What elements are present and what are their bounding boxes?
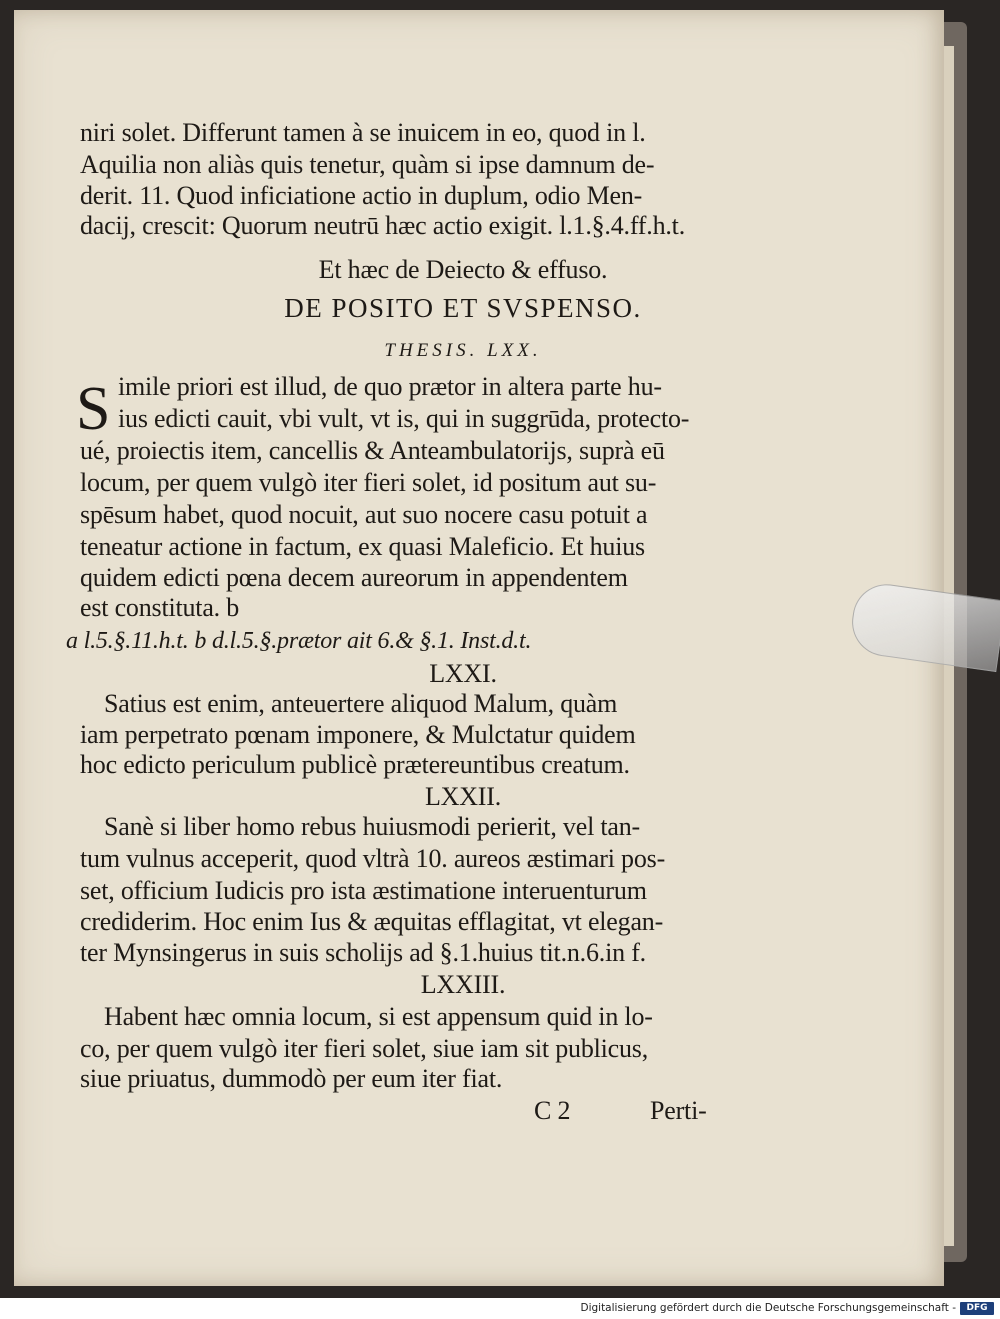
thesis-numeral: LXXII.	[424, 782, 502, 811]
section-heading: DE POSITO ET SVSPENSO.	[284, 293, 642, 323]
thesis-label: THESIS. LXX.	[384, 340, 542, 361]
text-line: ter Mynsingerus in suis scholijs ad §.1.huius tit.n.6.in f.	[80, 938, 646, 967]
closing-line: Et hæc de Deiecto & effuso.	[318, 255, 608, 284]
text-line: imile priori est illud, de quo prætor in altera parte hu-	[118, 372, 662, 401]
text-line: Sanè si liber homo rebus huiusmodi perierit, vel tan-	[104, 812, 641, 841]
catchword: Perti-	[650, 1096, 707, 1125]
text-line: locum, per quem vulgò iter fieri solet, id positum aut su-	[80, 468, 657, 497]
text-line: spēsum habet, quod nocuit, aut suo nocere casu potuit a	[80, 500, 648, 529]
text-line: set, officium Iudicis pro ista æstimatione interuenturum	[80, 876, 647, 905]
thesis-numeral: LXXI.	[429, 659, 497, 688]
text-line: derit. 11. Quod inficiatione actio in duplum, odio Men-	[80, 181, 643, 210]
signature-mark: C 2	[534, 1096, 571, 1125]
text-line: iam perpetrato pœnam imponere, & Mulctatur quidem	[80, 720, 636, 749]
text-line: tum vulnus acceperit, quod vltrà 10. aureos æstimari pos-	[80, 844, 666, 873]
book-page	[14, 10, 944, 1286]
text-line: est constituta. b	[80, 593, 240, 622]
footer-credit: Digitalisierung gefördert durch die Deutsche Forschungsgemeinschaft -	[580, 1302, 956, 1314]
dfg-logo-icon: DFG	[960, 1302, 994, 1315]
footnotes: a l.5.§.11.h.t. b d.l.5.§.prætor ait 6.& §.1. Inst.d.t.	[66, 628, 532, 654]
text-line: niri solet. Differunt tamen à se inuicem in eo, quod in l.	[80, 118, 646, 147]
text-line: co, per quem vulgò iter fieri solet, siue iam sit publicus,	[80, 1034, 649, 1063]
text-line: teneatur actione in factum, ex quasi Maleficio. Et huius	[80, 532, 645, 561]
text-line: Satius est enim, anteuertere aliquod Malum, quàm	[104, 689, 618, 718]
drop-capital: S	[76, 375, 111, 443]
thesis-numeral: LXXIII.	[420, 970, 506, 999]
text-line: quidem edicti pœna decem aureorum in appendentem	[80, 563, 628, 592]
text-line: siue priuatus, dummodò per eum iter fiat.	[80, 1064, 503, 1093]
text-line: ius edicti cauit, vbi vult, vt is, qui in suggrūda, protecto-	[118, 404, 690, 433]
text-line: ué, proiectis item, cancellis & Anteambulatorijs, suprà eū	[80, 436, 665, 465]
text-line: Habent hæc omnia locum, si est appensum quid in lo-	[104, 1002, 653, 1031]
page-text	[14, 10, 944, 1286]
text-line: crediderim. Hoc enim Ius & æquitas efflagitat, vt elegan-	[80, 907, 664, 936]
text-line: Aquilia non aliàs quis tenetur, quàm si ipse damnum de-	[80, 150, 655, 179]
text-line: dacij, crescit: Quorum neutrū hæc actio exigit. l.1.§.4.ff.h.t.	[80, 211, 685, 240]
digitization-footer	[0, 1298, 1000, 1319]
text-line: hoc edicto periculum publicè prætereuntibus creatum.	[80, 750, 630, 779]
